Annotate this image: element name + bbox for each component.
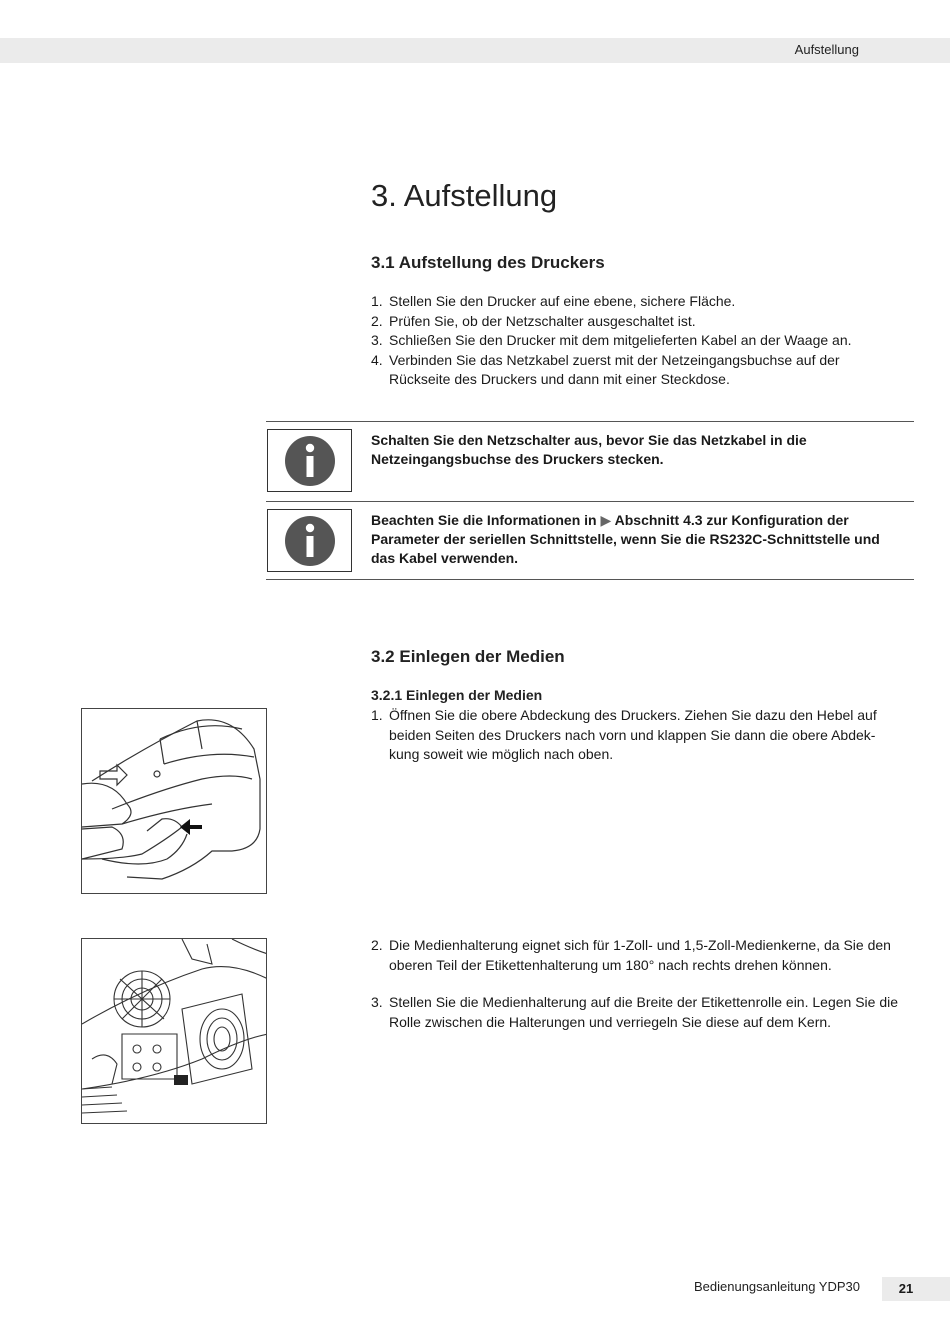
- section-heading-3-2: 3.2 Einlegen der Medien: [371, 647, 565, 666]
- printer-open-cover-illustration: [81, 708, 267, 894]
- notice-text-2: Beachten Sie die Informationen in ▶ Abschnitt 4.3 zur Konfiguration der Parameter der seriellen Schnittstelle, wenn Sie die RS232C-Schnittstelle und das Kabel verwenden.: [371, 512, 880, 566]
- list-item: 2. Die Medienhalterung eignet sich für 1-Zoll- und 1,5-Zoll-Medienkerne, da Sie den oberen Teil der Etikettenhalterung um 180° nach rechts drehen können.: [371, 937, 891, 973]
- header-bar: [0, 38, 950, 63]
- list-item: 1. Stellen Sie den Drucker auf eine ebene, sichere Fläche.: [371, 293, 736, 309]
- notice-box-2: [266, 501, 914, 581]
- info-icon: [267, 429, 352, 492]
- notice-text-1: Schalten Sie den Netzschalter aus, bevor Sie das Netzkabel in die Netzeingangsbuchse des Druckers stecken.: [371, 432, 807, 467]
- list-item: 4. Verbinden Sie das Netzkabel zuerst mit der Netzeingangsbuchse auf der Rückseite des Druckers und dann mit einer Steckdose.: [371, 351, 840, 387]
- media-steps-2-3: [371, 936, 901, 1032]
- chapter-title: 3. Aufstellung: [371, 178, 558, 213]
- info-icon: [267, 509, 352, 572]
- setup-steps-list: [371, 292, 901, 390]
- media-step-1: [371, 706, 901, 765]
- list-item: 2. Prüfen Sie, ob der Netzschalter ausgeschaltet ist.: [371, 312, 696, 329]
- list-item: 3. Schließen Sie den Drucker mit dem mitgelieferten Kabel an der Waage an.: [371, 332, 852, 348]
- media-holder-illustration: [81, 938, 267, 1124]
- section-heading-3-1: 3.1 Aufstellung des Druckers: [371, 253, 605, 272]
- list-item: 3. Stellen Sie die Medienhalterung auf die Breite der Etikettenrolle ein. Legen Sie die Rolle zwischen die Halterungen und verriegeln Sie diese auf dem Kern.: [371, 994, 898, 1030]
- notice-box-1: [266, 421, 914, 501]
- subsection-heading-3-2-1: 3.2.1 Einlegen der Medien: [371, 687, 543, 703]
- running-header: Aufstellung: [794, 42, 859, 57]
- page-number: 21: [898, 1281, 914, 1296]
- list-item: 1. Öffnen Sie die obere Abdeckung des Druckers. Ziehen Sie dazu den Hebel auf beiden Seiten des Druckers nach vorn und klappen Sie dann die obere Abdek- kung soweit wie möglich nach oben.: [371, 707, 877, 762]
- reference-arrow-icon: ▶: [600, 512, 612, 528]
- page-number-box: [882, 1277, 950, 1301]
- footer-manual-title: Bedienungsanleitung YDP30: [693, 1279, 860, 1294]
